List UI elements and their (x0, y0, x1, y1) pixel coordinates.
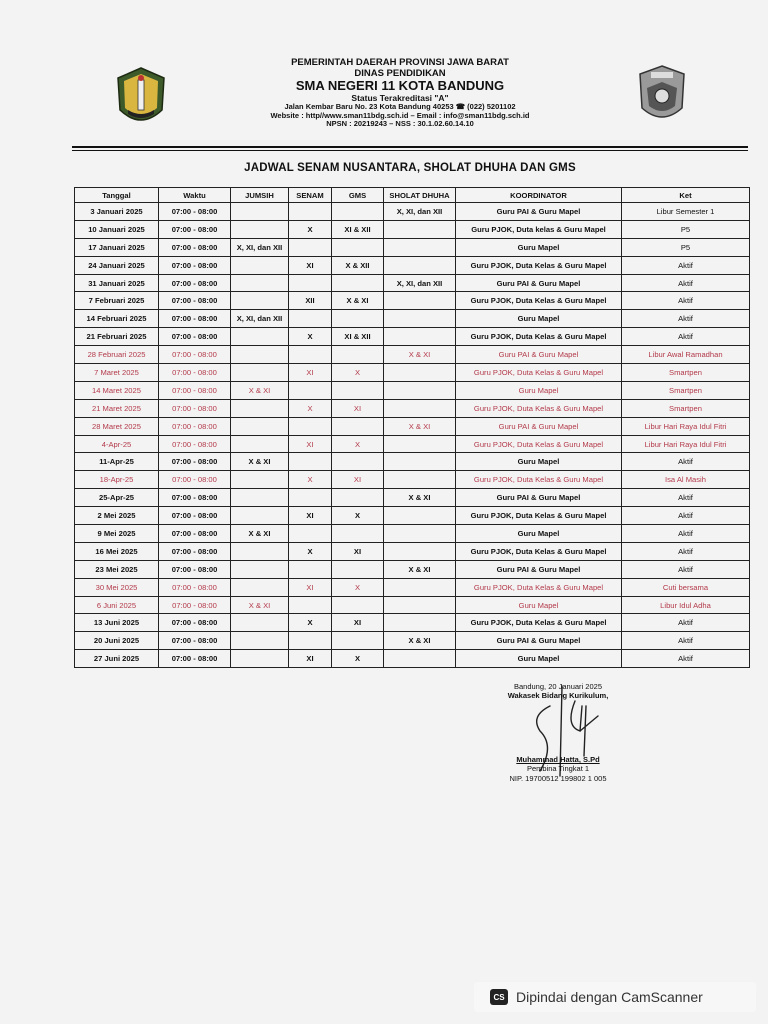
table-row (75, 256, 750, 274)
cell-koordinator: Guru PJOK, Duta Kelas & Guru Mapel (456, 256, 622, 274)
cell-koordinator: Guru PAI & Guru Mapel (456, 203, 622, 221)
cell-koordinator: Guru PAI & Guru Mapel (456, 632, 622, 650)
cell-senam: X (289, 614, 332, 632)
cell-ket: Smartpen (622, 364, 750, 382)
cell-gms: XI & XII (332, 220, 384, 238)
cell-koordinator: Guru PJOK, Duta Kelas & Guru Mapel (456, 578, 622, 596)
camscanner-label: Dipindai dengan CamScanner (516, 989, 703, 1005)
cell-jumsih (231, 417, 289, 435)
cell-tanggal: 13 Juni 2025 (75, 614, 159, 632)
table-row (75, 525, 750, 543)
cell-tanggal: 28 Maret 2025 (75, 417, 159, 435)
cell-senam: X (289, 542, 332, 560)
cell-gms (332, 310, 384, 328)
cell-sholat (384, 471, 456, 489)
cell-ket: Libur Semester 1 (622, 203, 750, 221)
cell-senam: X (289, 220, 332, 238)
cell-sholat (384, 364, 456, 382)
signature-rank: Pembina Tingkat 1 (526, 764, 590, 774)
cell-sholat: X, XI, dan XII (384, 203, 456, 221)
cell-jumsih: X & XI (231, 525, 289, 543)
cell-jumsih (231, 292, 289, 310)
cell-koordinator: Guru Mapel (456, 238, 622, 256)
column-header: SENAM (289, 188, 332, 203)
cell-gms (332, 596, 384, 614)
cell-senam (289, 560, 332, 578)
cell-senam (289, 346, 332, 364)
table-row (75, 220, 750, 238)
cell-gms (332, 525, 384, 543)
cell-sholat (384, 292, 456, 310)
cell-tanggal: 28 Februari 2025 (75, 346, 159, 364)
cell-jumsih (231, 256, 289, 274)
cell-senam: X (289, 328, 332, 346)
cell-waktu: 07:00 - 08:00 (159, 328, 231, 346)
cell-gms: XI & XII (332, 328, 384, 346)
cell-gms (332, 346, 384, 364)
cell-gms: X & XI (332, 292, 384, 310)
cell-ket: Aktif (622, 614, 750, 632)
table-row (75, 417, 750, 435)
cell-senam (289, 417, 332, 435)
cell-sholat (384, 542, 456, 560)
cell-gms (332, 632, 384, 650)
cell-koordinator: Guru PAI & Guru Mapel (456, 489, 622, 507)
cell-koordinator: Guru Mapel (456, 381, 622, 399)
cell-jumsih (231, 435, 289, 453)
cell-sholat: X & XI (384, 346, 456, 364)
cell-gms: X (332, 507, 384, 525)
letterhead-divider-thin (72, 150, 748, 151)
signature-block (488, 682, 628, 783)
table-header-row (75, 188, 750, 203)
cell-waktu: 07:00 - 08:00 (159, 238, 231, 256)
table-row (75, 578, 750, 596)
cell-senam (289, 381, 332, 399)
cell-sholat (384, 596, 456, 614)
cell-tanggal: 2 Mei 2025 (75, 507, 159, 525)
cell-gms: X & XII (332, 256, 384, 274)
table-row (75, 632, 750, 650)
table-row (75, 346, 750, 364)
cell-koordinator: Guru PAI & Guru Mapel (456, 560, 622, 578)
cell-tanggal: 31 Januari 2025 (75, 274, 159, 292)
cell-jumsih (231, 220, 289, 238)
document-title: JADWAL SENAM NUSANTARA, SHOLAT DHUHA DAN GMS (244, 162, 576, 174)
cell-jumsih: X & XI (231, 381, 289, 399)
letterhead-government: PEMERINTAH DAERAH PROVINSI JAWA BARAT (291, 57, 509, 68)
cell-ket: Aktif (622, 525, 750, 543)
cell-waktu: 07:00 - 08:00 (159, 381, 231, 399)
cell-waktu: 07:00 - 08:00 (159, 525, 231, 543)
cell-koordinator: Guru PJOK, Duta Kelas & Guru Mapel (456, 542, 622, 560)
table-row (75, 238, 750, 256)
cell-sholat (384, 525, 456, 543)
letterhead-department: DINAS PENDIDIKAN (354, 67, 446, 79)
table-row (75, 650, 750, 668)
letterhead-npsn: NPSN : 20219243 – NSS : 30.1.02.60.14.10 (326, 119, 474, 129)
cell-sholat (384, 578, 456, 596)
table-row (75, 364, 750, 382)
cell-koordinator: Guru Mapel (456, 453, 622, 471)
cell-tanggal: 3 Januari 2025 (75, 203, 159, 221)
cell-waktu: 07:00 - 08:00 (159, 274, 231, 292)
cell-ket: Aktif (622, 274, 750, 292)
cell-senam (289, 489, 332, 507)
table-body (75, 203, 750, 668)
cell-koordinator: Guru PAI & Guru Mapel (456, 417, 622, 435)
cell-tanggal: 9 Mei 2025 (75, 525, 159, 543)
cell-sholat (384, 453, 456, 471)
table-row (75, 489, 750, 507)
cell-sholat (384, 399, 456, 417)
camscanner-logo-icon: CS (490, 989, 508, 1005)
cell-ket: Aktif (622, 542, 750, 560)
cell-koordinator: Guru Mapel (456, 310, 622, 328)
cell-ket: P5 (622, 220, 750, 238)
cell-ket: Aktif (622, 328, 750, 346)
cell-gms: XI (332, 542, 384, 560)
cell-gms (332, 453, 384, 471)
table-row (75, 203, 750, 221)
cell-waktu: 07:00 - 08:00 (159, 435, 231, 453)
cell-tanggal: 18-Apr-25 (75, 471, 159, 489)
cell-senam: XI (289, 650, 332, 668)
cell-tanggal: 6 Juni 2025 (75, 596, 159, 614)
cell-ket: Aktif (622, 256, 750, 274)
cell-ket: Libur Idul Adha (622, 596, 750, 614)
cell-gms (332, 203, 384, 221)
cell-jumsih (231, 489, 289, 507)
cell-tanggal: 4-Apr-25 (75, 435, 159, 453)
cell-waktu: 07:00 - 08:00 (159, 596, 231, 614)
cell-senam (289, 310, 332, 328)
cell-gms: X (332, 435, 384, 453)
cell-waktu: 07:00 - 08:00 (159, 364, 231, 382)
schedule-table (74, 187, 750, 668)
table-row (75, 399, 750, 417)
cell-senam: XI (289, 256, 332, 274)
cell-jumsih (231, 471, 289, 489)
cell-jumsih (231, 632, 289, 650)
cell-senam: XI (289, 507, 332, 525)
cell-tanggal: 21 Februari 2025 (75, 328, 159, 346)
cell-sholat (384, 238, 456, 256)
cell-senam: X (289, 399, 332, 417)
cell-tanggal: 10 Januari 2025 (75, 220, 159, 238)
cell-senam (289, 238, 332, 256)
camscanner-watermark (474, 982, 756, 1012)
cell-gms: X (332, 364, 384, 382)
cell-senam: XII (289, 292, 332, 310)
cell-koordinator: Guru PJOK, Duta kelas & Guru Mapel (456, 220, 622, 238)
cell-jumsih (231, 650, 289, 668)
column-header: Waktu (159, 188, 231, 203)
cell-ket: Aktif (622, 292, 750, 310)
cell-gms (332, 489, 384, 507)
cell-koordinator: Guru PJOK, Duta Kelas & Guru Mapel (456, 364, 622, 382)
cell-ket: Cuti bersama (622, 578, 750, 596)
cell-tanggal: 27 Juni 2025 (75, 650, 159, 668)
cell-jumsih (231, 328, 289, 346)
cell-koordinator: Guru PJOK, Duta Kelas & Guru Mapel (456, 435, 622, 453)
cell-sholat (384, 220, 456, 238)
cell-jumsih (231, 364, 289, 382)
cell-tanggal: 14 Maret 2025 (75, 381, 159, 399)
cell-sholat (384, 328, 456, 346)
cell-senam (289, 596, 332, 614)
cell-koordinator: Guru PAI & Guru Mapel (456, 274, 622, 292)
table-row (75, 274, 750, 292)
cell-senam (289, 525, 332, 543)
letterhead-school-name: SMA NEGERI 11 KOTA BANDUNG (295, 78, 505, 94)
cell-ket: Smartpen (622, 399, 750, 417)
cell-sholat: X, XI, dan XII (384, 274, 456, 292)
cell-ket: Isa Al Masih (622, 471, 750, 489)
cell-tanggal: 23 Mei 2025 (75, 560, 159, 578)
cell-tanggal: 17 Januari 2025 (75, 238, 159, 256)
cell-waktu: 07:00 - 08:00 (159, 489, 231, 507)
column-header: SHOLAT DHUHA (384, 188, 456, 203)
cell-koordinator: Guru PJOK, Duta Kelas & Guru Mapel (456, 471, 622, 489)
cell-senam (289, 203, 332, 221)
cell-waktu: 07:00 - 08:00 (159, 220, 231, 238)
cell-tanggal: 25-Apr-25 (75, 489, 159, 507)
cell-senam: XI (289, 578, 332, 596)
letterhead-accreditation: Status Terakreditasi "A" (351, 92, 449, 103)
table-row (75, 614, 750, 632)
letterhead-divider (72, 146, 748, 148)
cell-ket: Libur Awal Ramadhan (622, 346, 750, 364)
table-row (75, 328, 750, 346)
cell-jumsih (231, 203, 289, 221)
cell-jumsih (231, 274, 289, 292)
cell-senam (289, 632, 332, 650)
cell-sholat (384, 435, 456, 453)
cell-sholat (384, 507, 456, 525)
signature-name: Muhammad Hatta, S.Pd (516, 754, 600, 764)
table-row (75, 542, 750, 560)
cell-waktu: 07:00 - 08:00 (159, 560, 231, 578)
cell-waktu: 07:00 - 08:00 (159, 346, 231, 364)
table-row (75, 507, 750, 525)
cell-tanggal: 7 Februari 2025 (75, 292, 159, 310)
cell-gms: X (332, 578, 384, 596)
cell-tanggal: 30 Mei 2025 (75, 578, 159, 596)
cell-ket: Aktif (622, 453, 750, 471)
cell-sholat (384, 256, 456, 274)
cell-gms (332, 381, 384, 399)
cell-koordinator: Guru PJOK, Duta Kelas & Guru Mapel (456, 507, 622, 525)
column-header: JUMSIH (231, 188, 289, 203)
cell-gms: XI (332, 471, 384, 489)
cell-gms (332, 417, 384, 435)
cell-koordinator: Guru Mapel (456, 525, 622, 543)
cell-jumsih (231, 614, 289, 632)
cell-waktu: 07:00 - 08:00 (159, 417, 231, 435)
cell-jumsih: X, XI, dan XII (231, 310, 289, 328)
cell-koordinator: Guru PJOK, Duta Kelas & Guru Mapel (456, 614, 622, 632)
table-row (75, 310, 750, 328)
cell-sholat (384, 310, 456, 328)
cell-senam (289, 274, 332, 292)
cell-senam: XI (289, 364, 332, 382)
cell-jumsih: X & XI (231, 596, 289, 614)
letterhead-website: Website : http//www.sman11bdg.sch.id – Email : info@sman11bdg.sch.id (270, 110, 530, 120)
table-row (75, 381, 750, 399)
cell-sholat (384, 614, 456, 632)
cell-jumsih: X, XI, dan XII (231, 238, 289, 256)
table-row (75, 596, 750, 614)
cell-waktu: 07:00 - 08:00 (159, 542, 231, 560)
cell-gms: XI (332, 614, 384, 632)
cell-waktu: 07:00 - 08:00 (159, 471, 231, 489)
cell-waktu: 07:00 - 08:00 (159, 507, 231, 525)
column-header: Ket (622, 188, 750, 203)
column-header: Tanggal (75, 188, 159, 203)
letterhead-address: Jalan Kembar Baru No. 23 Kota Bandung 40253 ☎ (022) 5201102 (284, 102, 516, 112)
cell-waktu: 07:00 - 08:00 (159, 203, 231, 221)
table-row (75, 292, 750, 310)
table-row (75, 435, 750, 453)
cell-koordinator: Guru PJOK, Duta Kelas & Guru Mapel (456, 328, 622, 346)
cell-jumsih (231, 542, 289, 560)
cell-ket: Aktif (622, 507, 750, 525)
cell-jumsih (231, 560, 289, 578)
cell-sholat: X & XI (384, 632, 456, 650)
sma-11-emblem-icon (637, 64, 687, 128)
cell-waktu: 07:00 - 08:00 (159, 256, 231, 274)
cell-tanggal: 24 Januari 2025 (75, 256, 159, 274)
cell-gms (332, 560, 384, 578)
cell-sholat (384, 381, 456, 399)
cell-koordinator: Guru Mapel (456, 650, 622, 668)
jawa-barat-emblem-icon (114, 66, 168, 132)
table-row (75, 453, 750, 471)
cell-gms (332, 274, 384, 292)
cell-tanggal: 16 Mei 2025 (75, 542, 159, 560)
cell-senam: X (289, 471, 332, 489)
cell-gms: X (332, 650, 384, 668)
cell-tanggal: 11-Apr-25 (75, 453, 159, 471)
cell-koordinator: Guru PJOK, Duta Kelas & Guru Mapel (456, 292, 622, 310)
cell-tanggal: 7 Maret 2025 (75, 364, 159, 382)
cell-senam (289, 453, 332, 471)
cell-jumsih (231, 399, 289, 417)
letterhead (230, 58, 570, 128)
cell-ket: Aktif (622, 650, 750, 668)
cell-waktu: 07:00 - 08:00 (159, 578, 231, 596)
cell-ket: P5 (622, 238, 750, 256)
cell-koordinator: Guru Mapel (456, 596, 622, 614)
cell-waktu: 07:00 - 08:00 (159, 650, 231, 668)
signature-place-date: Bandung, 20 Januari 2025 (514, 682, 602, 691)
cell-senam: XI (289, 435, 332, 453)
column-header: KOORDINATOR (456, 188, 622, 203)
cell-gms (332, 238, 384, 256)
cell-sholat (384, 650, 456, 668)
column-header: GMS (332, 188, 384, 203)
cell-waktu: 07:00 - 08:00 (159, 399, 231, 417)
cell-ket: Smartpen (622, 381, 750, 399)
cell-tanggal: 14 Februari 2025 (75, 310, 159, 328)
cell-jumsih (231, 578, 289, 596)
signature-role: Wakasek Bidang Kurikulum, (507, 691, 609, 701)
cell-ket: Libur Hari Raya Idul Fitri (622, 417, 750, 435)
cell-ket: Aktif (622, 560, 750, 578)
cell-jumsih: X & XI (231, 453, 289, 471)
cell-jumsih (231, 507, 289, 525)
cell-waktu: 07:00 - 08:00 (159, 453, 231, 471)
cell-sholat: X & XI (384, 489, 456, 507)
cell-waktu: 07:00 - 08:00 (159, 632, 231, 650)
cell-ket: Aktif (622, 310, 750, 328)
cell-waktu: 07:00 - 08:00 (159, 614, 231, 632)
table-row (75, 471, 750, 489)
cell-tanggal: 21 Maret 2025 (75, 399, 159, 417)
cell-ket: Aktif (622, 489, 750, 507)
cell-waktu: 07:00 - 08:00 (159, 310, 231, 328)
table-row (75, 560, 750, 578)
cell-sholat: X & XI (384, 560, 456, 578)
cell-sholat: X & XI (384, 417, 456, 435)
cell-ket: Aktif (622, 632, 750, 650)
cell-jumsih (231, 346, 289, 364)
signature-nip: NIP. 19700512 199802 1 005 (509, 773, 607, 783)
cell-tanggal: 20 Juni 2025 (75, 632, 159, 650)
cell-gms: XI (332, 399, 384, 417)
cell-koordinator: Guru PJOK, Duta Kelas & Guru Mapel (456, 399, 622, 417)
cell-koordinator: Guru PAI & Guru Mapel (456, 346, 622, 364)
cell-waktu: 07:00 - 08:00 (159, 292, 231, 310)
cell-ket: Libur Hari Raya Idul Fitri (622, 435, 750, 453)
